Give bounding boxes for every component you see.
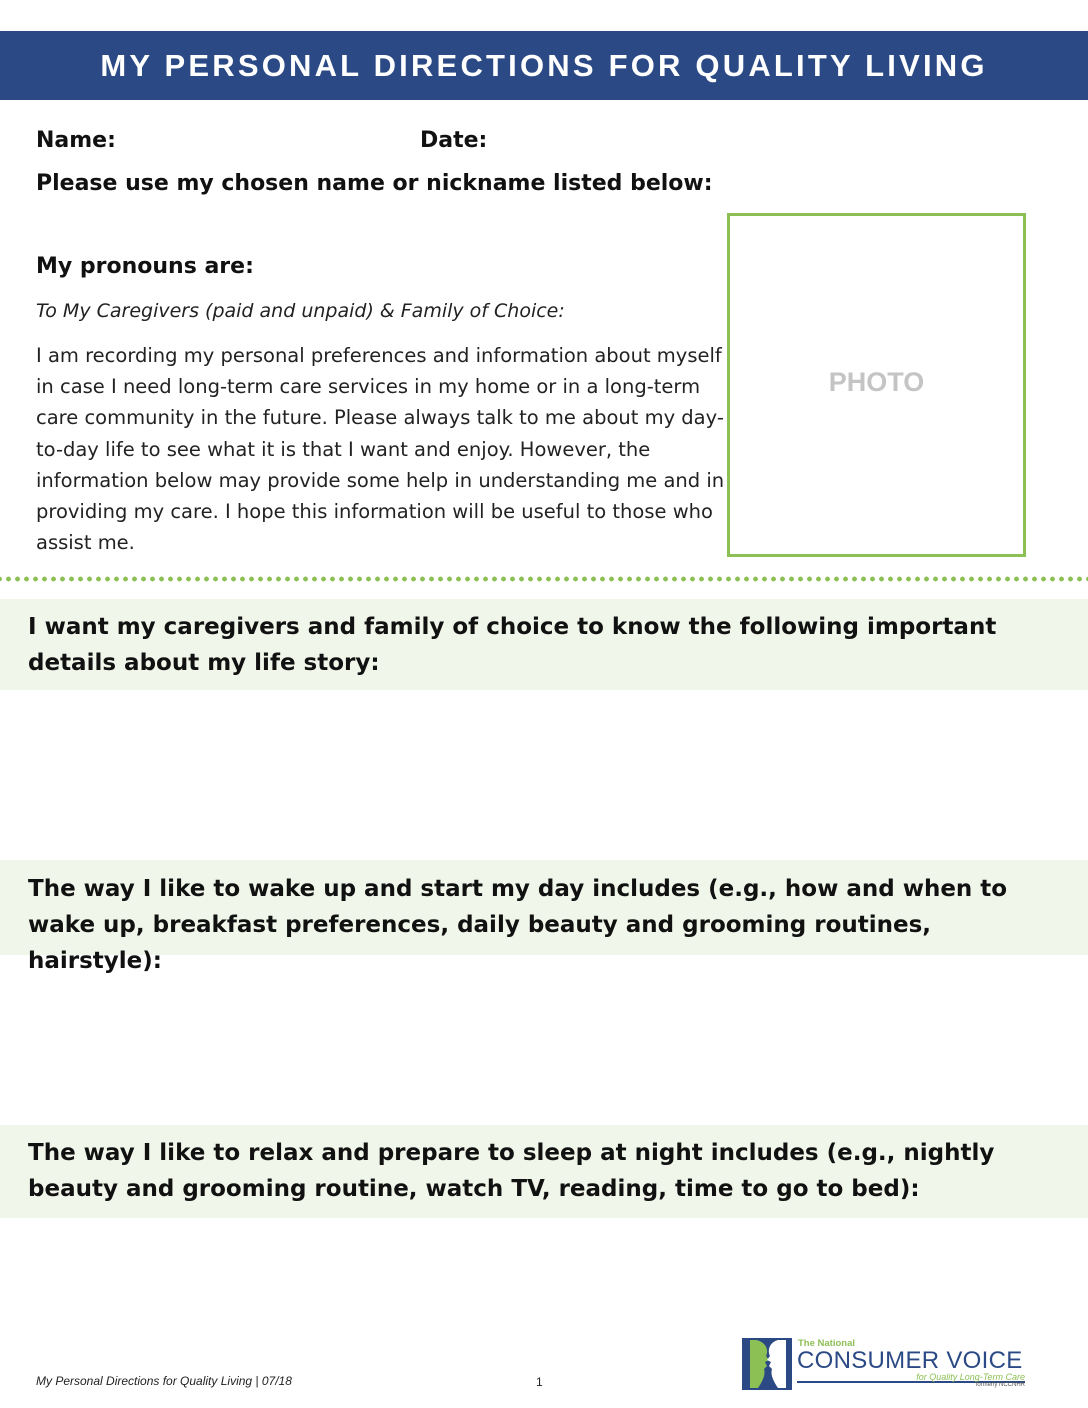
page-title: MY PERSONAL DIRECTIONS FOR QUALITY LIVING	[100, 47, 988, 83]
photo-placeholder	[727, 213, 1026, 557]
intro-paragraph: I am recording my personal preferences and information about myself in case I need long-term care services in my home or in a long-term care community in the future. Please always talk to me about my day-to-day life to see what it is that I want and enjoy. However, the information below may provide some help in understanding me and in providing my care. I hope this information will be useful to those who assist me.	[36, 344, 725, 555]
logo-wordmark: CONSUMER VOICE	[797, 1347, 1023, 1374]
dotted-divider	[0, 576, 1088, 582]
logo-tagline-top: The National	[798, 1338, 856, 1349]
section-morning-routine	[0, 860, 1088, 974]
photo-label: PHOTO	[828, 366, 925, 397]
footer-document-info: My Personal Directions for Quality Living | 07/18	[36, 1374, 292, 1388]
pronouns-field-label: My pronouns are:	[36, 254, 254, 279]
profile-faces-icon	[742, 1338, 792, 1390]
logo-tagline-bottom: for Quality Long-Term Care	[916, 1372, 1025, 1382]
logo-formerly: formerly NCCNHR	[975, 1382, 1025, 1388]
page-title-banner	[0, 31, 1088, 100]
section-prompt: I want my caregivers and family of choice to know the following important details about my life story:	[28, 614, 997, 676]
consumer-voice-logo	[742, 1338, 1032, 1393]
section-prompt: The way I like to wake up and start my day includes (e.g., how and when to wake up, breakfast preferences, daily beauty and grooming routines, hairstyle):	[28, 876, 1008, 974]
page-number: 1	[536, 1375, 543, 1389]
intro-salutation: To My Caregivers (paid and unpaid) & Family of Choice:	[36, 300, 565, 322]
section-life-story	[0, 599, 1088, 690]
nickname-field-label: Please use my chosen name or nickname listed below:	[36, 171, 713, 196]
date-field-label: Date:	[420, 128, 488, 153]
section-prompt: The way I like to relax and prepare to sleep at night includes (e.g., nightly beauty and grooming routine, watch TV, reading, time to go to bed):	[28, 1140, 995, 1202]
section-night-routine	[0, 1125, 1088, 1218]
name-field-label: Name:	[36, 128, 116, 153]
